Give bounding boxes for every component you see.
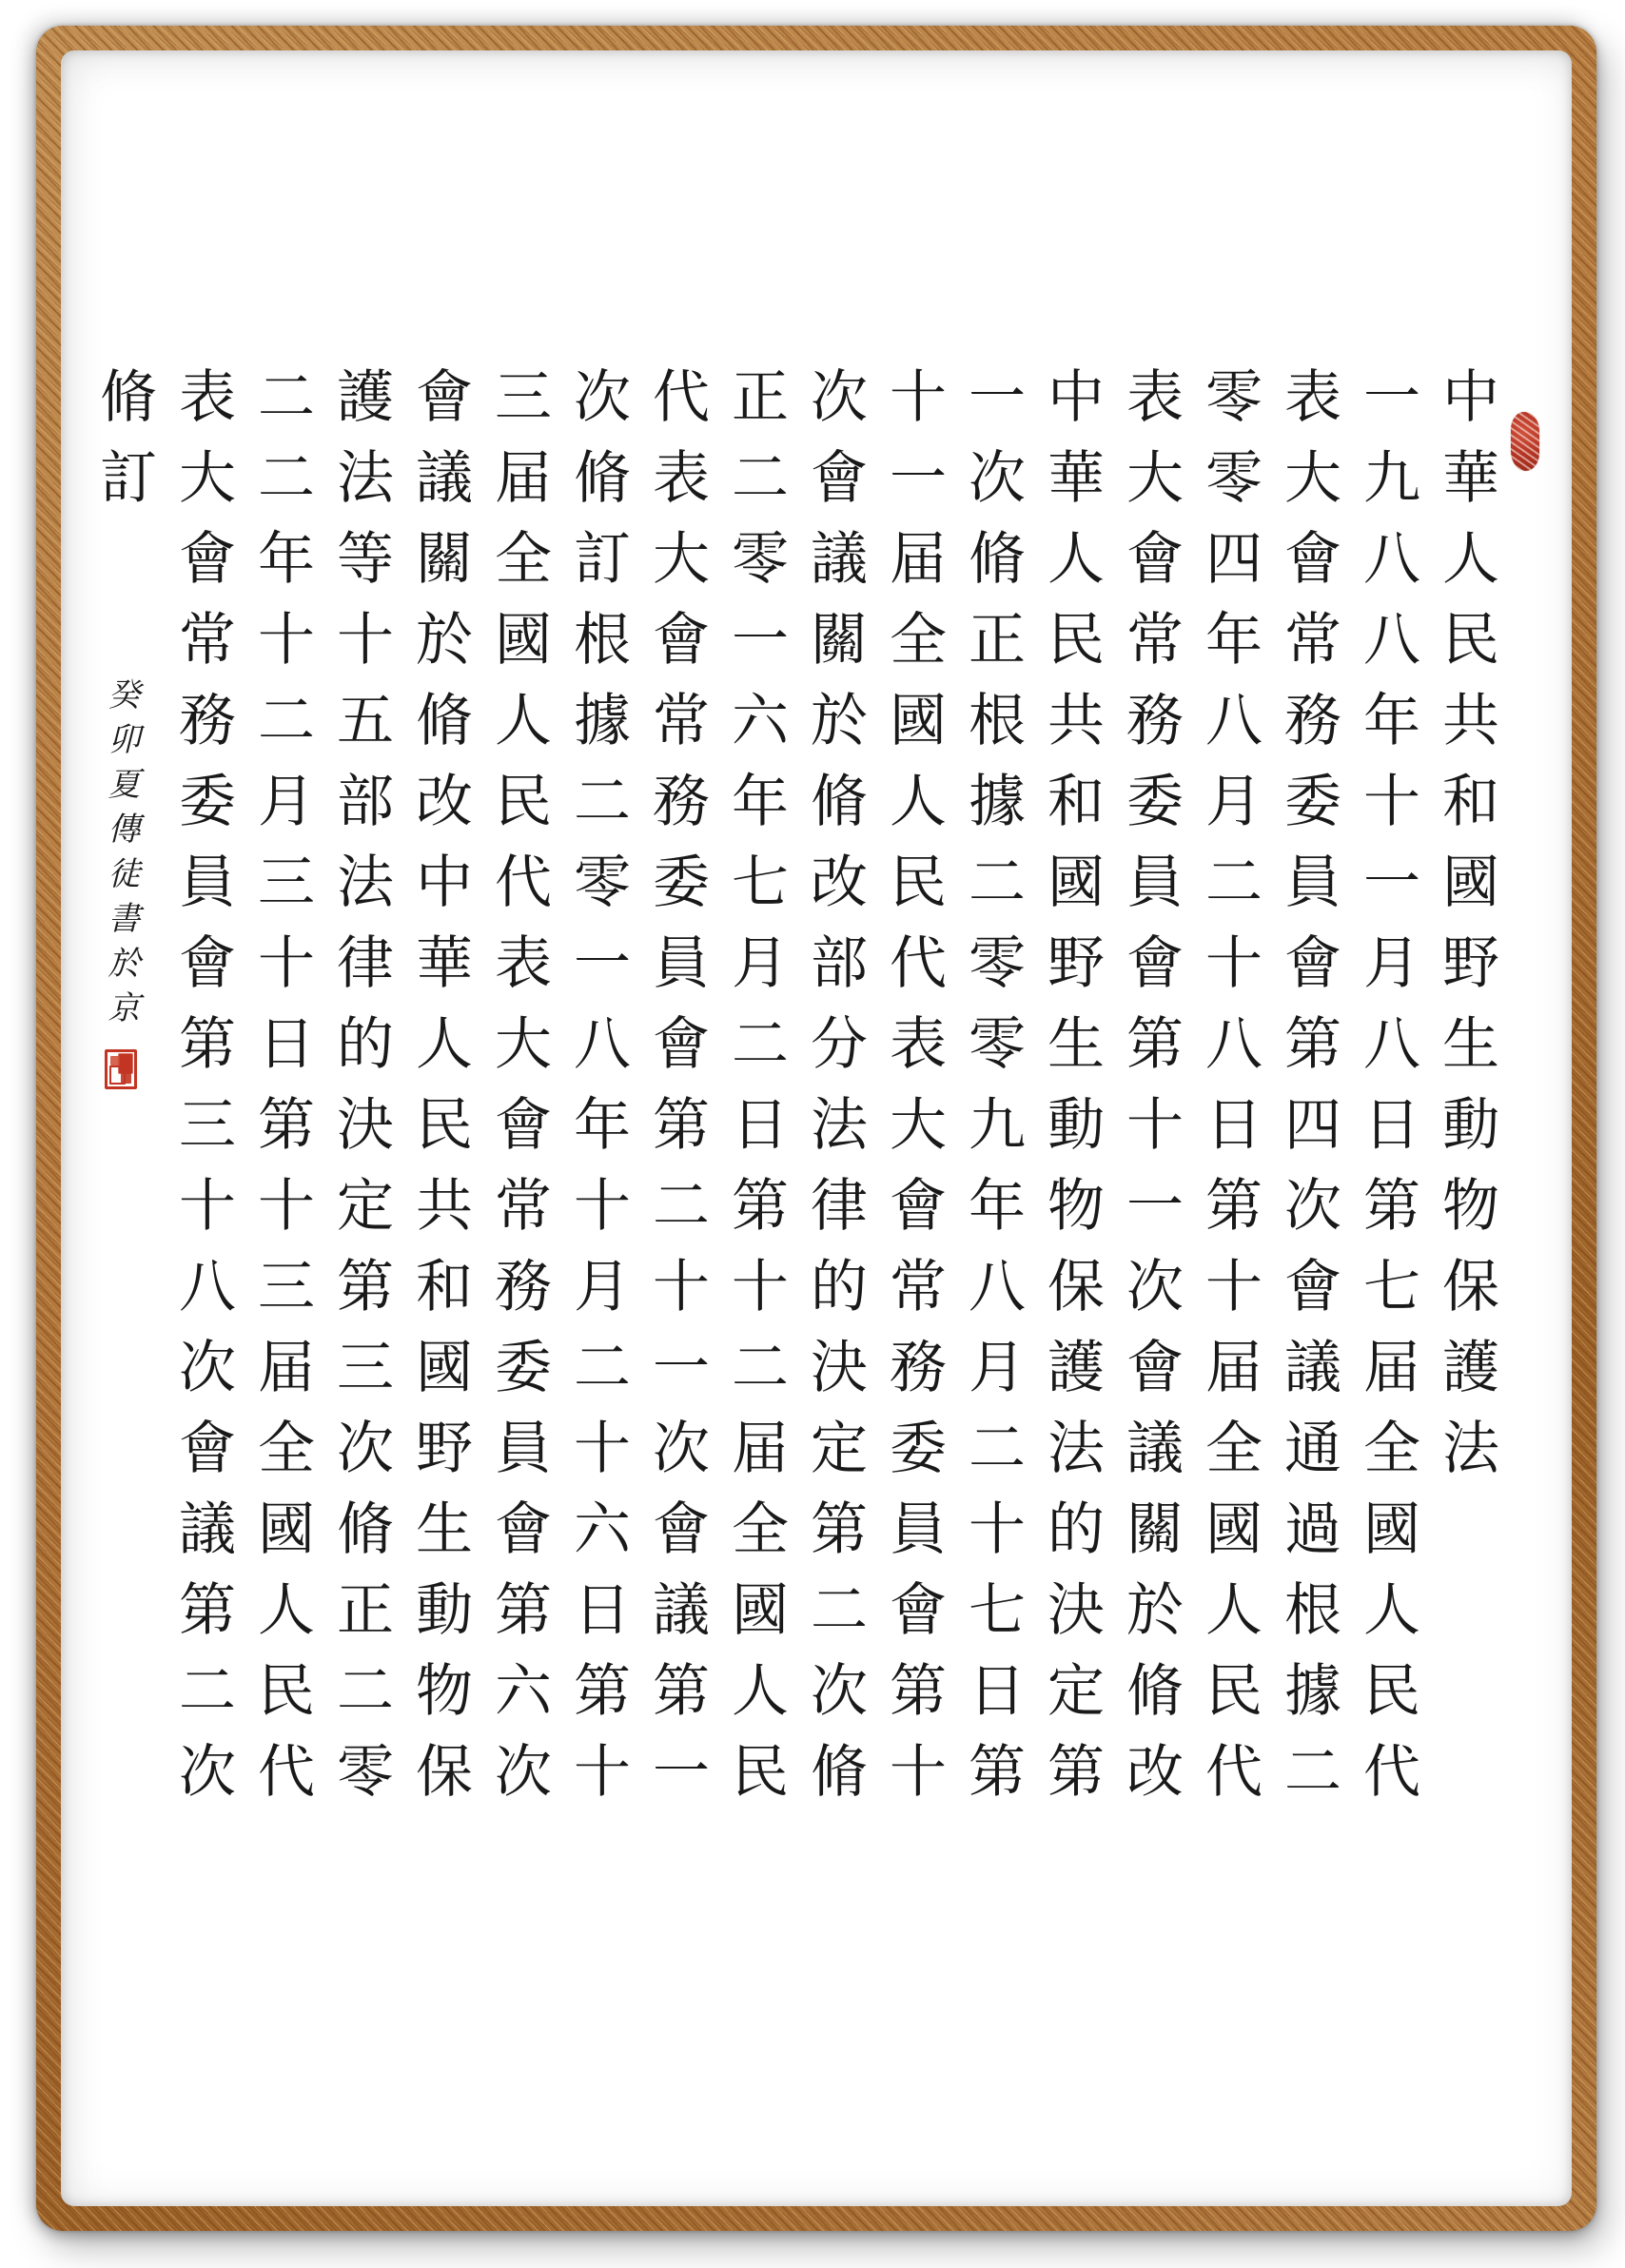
text-column-10: 正二零一六年七月二日第十二届全國人民 (722, 366, 789, 1822)
text-column-18: 脩訂 (90, 366, 157, 528)
seal-character-mark-2 (121, 1072, 131, 1084)
wooden-frame (36, 26, 1596, 2231)
text-column-13: 三届全國人民代表大會常務委員會第六次 (485, 366, 552, 1822)
text-column-11: 代表大會常務委員會第二十一次會議第一 (643, 366, 710, 1822)
text-column-3: 表大會常務委員會第四次會議通過根據二 (1275, 366, 1341, 1822)
text-column-9: 次會議關於脩改部分法律的決定第二次脩 (801, 366, 868, 1822)
rice-paper (61, 50, 1572, 2206)
seal-character-mark (110, 1056, 120, 1066)
text-column-2: 一九八八年十一月八日第七届全國人民代 (1354, 366, 1420, 1822)
text-column-12: 次脩訂根據二零一八年十月二十六日第十 (564, 366, 631, 1822)
text-column-16: 二二年十二月三十日第十三届全國人民代 (248, 366, 315, 1822)
signature-seal-red-stamp (105, 1049, 137, 1089)
text-column-5: 表大會常務委員會第十一次會議關於脩改 (1117, 366, 1184, 1822)
text-column-15: 護法等十五部法律的決定第三次脩正二零 (327, 366, 394, 1822)
calligraphy-text-block (90, 366, 1499, 1822)
text-column-8: 十一届全國人民代表大會常務委員會第十 (880, 366, 947, 1822)
text-column-1-title: 中華人民共和國野生動物保護法 (1433, 366, 1499, 1498)
text-column-17: 表大會常務委員會第三十八次會議第二次 (169, 366, 236, 1822)
text-column-7: 一次脩正根據二零零九年八月二十七日第 (959, 366, 1026, 1822)
text-column-4: 零零四年八月二十八日第十届全國人民代 (1196, 366, 1263, 1822)
text-column-14: 會議關於脩改中華人民共和國野生動物保 (406, 366, 473, 1822)
artist-signature: 癸卯夏傳徒書於京 (102, 677, 140, 1035)
leading-seal-red-stamp (1511, 412, 1539, 471)
text-column-6: 中華人民共和國野生動物保護法的決定第 (1038, 366, 1105, 1822)
